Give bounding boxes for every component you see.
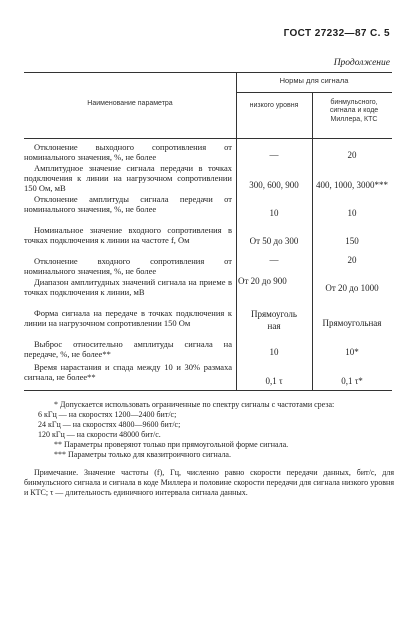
table-bottom-rule <box>24 390 392 391</box>
table-row-bi-value: 0,1 τ* <box>341 376 363 386</box>
table-row-low-value: — <box>269 150 279 160</box>
table-row-low-value: От 20 до 900 <box>238 276 287 286</box>
footnote-2: ** Параметры проверяют только при прямоугольной форме сигнала. <box>54 440 289 449</box>
norms-header-rule <box>236 92 392 93</box>
footnote-1-line: 6 кГц — на скоростях 1200—2400 бит/с; <box>38 410 177 419</box>
standard-header: ГОСТ 27232—87 С. 5 <box>283 28 390 39</box>
parameters-table <box>24 72 392 370</box>
table-row-param: Время нарастания и спада между 10 и 30% размаха сигнала, не более** <box>24 362 232 383</box>
table-row-bi-value: 20 <box>347 150 357 160</box>
table-row-bi-value: 400, 1000, 3000*** <box>316 180 388 190</box>
header-bottom-rule <box>24 138 392 139</box>
footnote-1-line: 120 кГц — на скорости 48000 бит/с. <box>38 430 161 439</box>
footnote-3: *** Параметры только для квазитроичного сигнала. <box>54 450 231 459</box>
biimpulse-column-header: бинмульсного, сигнала и коде Миллера, КТС <box>329 99 379 123</box>
param-column-header: Наименование параметра <box>87 100 173 107</box>
table-row-bi-value: 150 <box>345 236 359 246</box>
footnotes <box>24 400 394 498</box>
continuation-label: Продолжение <box>333 58 390 68</box>
footnote-1: * Допускается использовать ограниченные по спектру сигналы с частотами среза: <box>54 400 335 409</box>
table-row-low-value: 10 <box>269 347 279 357</box>
table-row-bi-value: 20 <box>347 255 357 265</box>
table-row-bi-value: От 20 до 1000 <box>325 283 379 293</box>
column-divider-1 <box>236 72 237 391</box>
norms-header: Нормы для сигнала <box>279 76 349 85</box>
table-row-param: Выброс относительно амплитуды сигнала на передаче, %, не более** <box>24 339 232 360</box>
table-row-low-value: От 50 до 300 <box>249 236 299 246</box>
table-top-rule <box>24 72 392 73</box>
table-row-param: Отклонение выходного сопротивления от номинального значения, %, не более <box>24 142 232 163</box>
footnote-gap <box>24 460 394 468</box>
table-row-param: Амплитудное значение сигнала передачи в точках подключения к линии на нагрузочном сопротивлении 150 Ом, мВ <box>24 163 232 194</box>
table-row-bi-value: Прямоугольная <box>322 318 382 328</box>
table-row-param: Диапазон амплитудных значений сигнала на приеме в точках подключения к линии, мВ <box>24 277 232 298</box>
table-row-bi-value: 10 <box>347 208 357 218</box>
table-row-low-value: 300, 600, 900 <box>249 180 299 190</box>
table-row-param: Отклонение амплитуды сигнала передачи от номинального значения, %, не более <box>24 194 232 215</box>
footnote-1-line: 24 кГц — на скоростях 4800—9600 бит/с; <box>38 420 181 429</box>
table-row-low-value: 0,1 τ <box>265 376 283 386</box>
table-row-param: Форма сигнала на передаче в точках подключения к линии на нагрузочном сопротивлении 150 Ом <box>24 308 232 329</box>
table-row-bi-value: 10* <box>345 347 359 357</box>
table-note: Примечание. Значение частоты (f), Гц, численно равно скорости передачи данных, бит/с, для бинмульсного сигнала и сигнала в коде Миллера и половине скорости передачи для сигнала низкого уровня и КТС; τ — длительность единичного интервала сигнала данных. <box>24 468 394 497</box>
table-row-param: Отклонение входного сопротивления от номинального значения, %, не более <box>24 256 232 277</box>
table-row-low-value: Прямоугольная <box>251 309 297 331</box>
table-row-low-value: — <box>269 255 279 265</box>
table-row-low-value: 10 <box>269 208 279 218</box>
table-row-param: Номинальное значение входного сопротивления в точках подключения к линии на частоте f, Ом <box>24 225 232 246</box>
low-level-column-header: низкого уровня <box>249 102 299 109</box>
